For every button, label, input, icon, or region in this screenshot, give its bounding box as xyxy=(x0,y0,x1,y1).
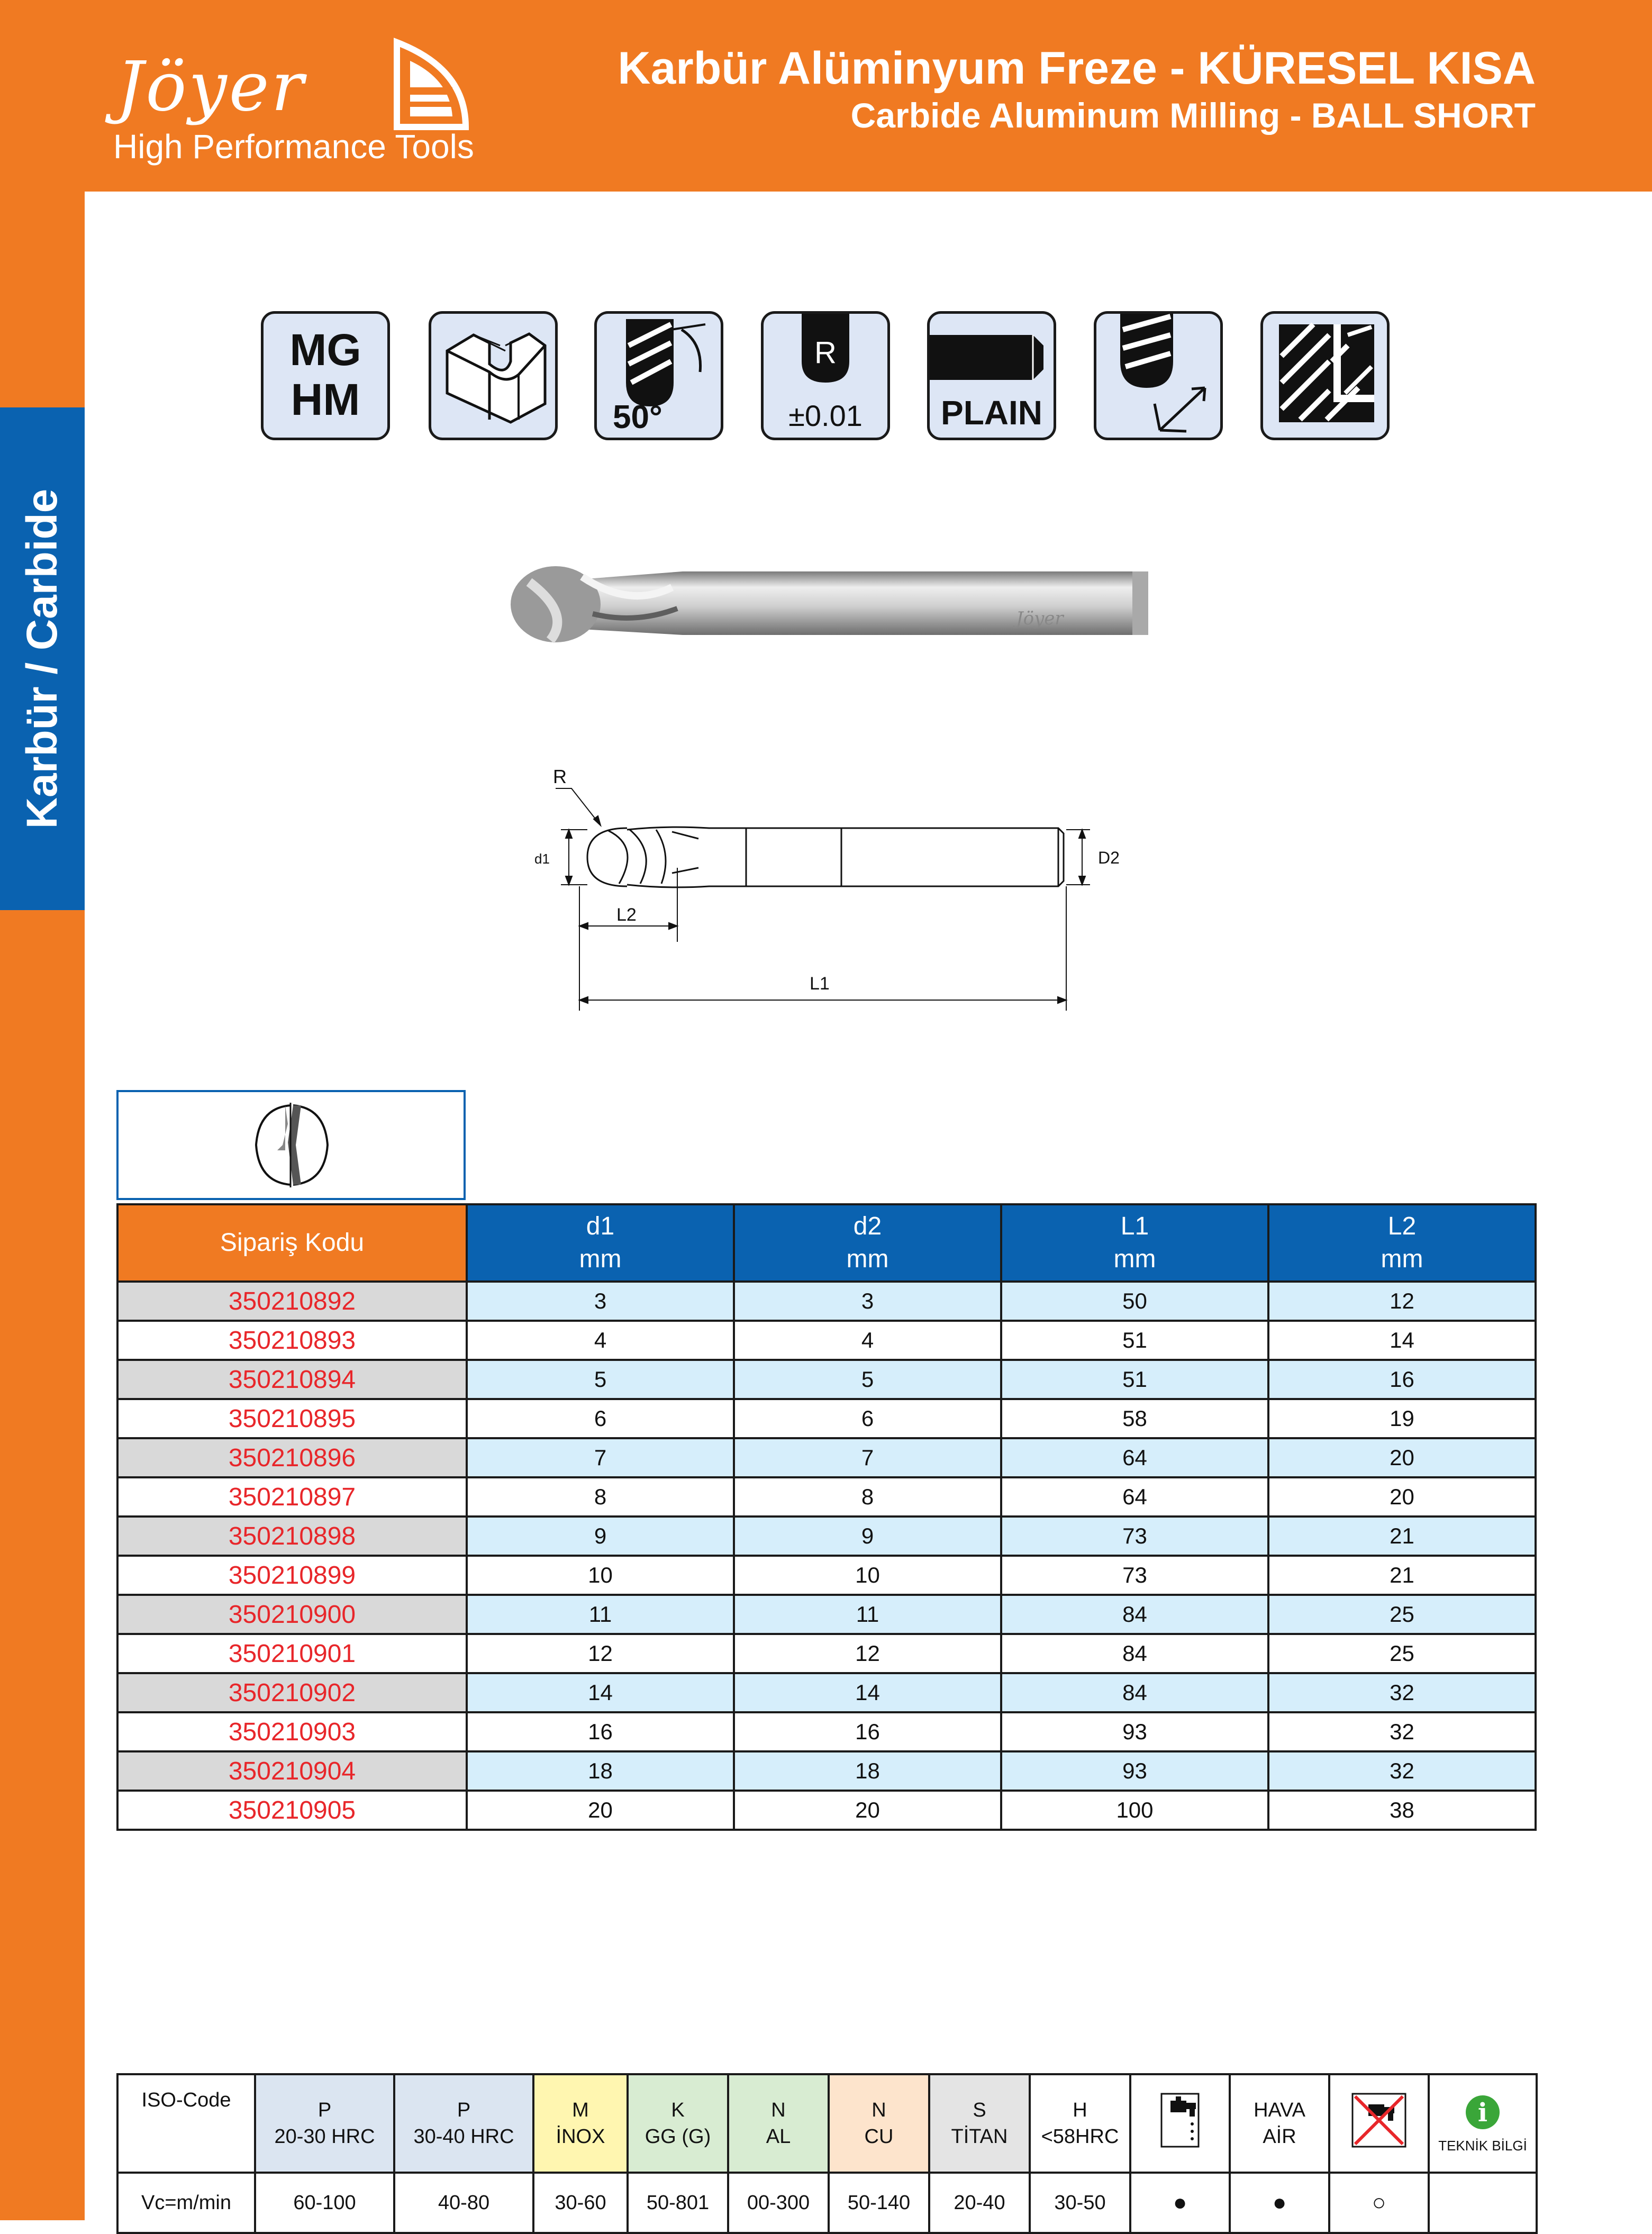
cell-d2: 12 xyxy=(734,1634,1001,1673)
cell-l2: 32 xyxy=(1268,1751,1536,1791)
cell-d1: 7 xyxy=(467,1438,734,1477)
cell-d1: 18 xyxy=(467,1751,734,1791)
cell-d2: 7 xyxy=(734,1438,1001,1477)
svg-text:Jöyer: Jöyer xyxy=(1016,608,1064,629)
iso-col-2-top: M xyxy=(572,2099,589,2121)
cell-l1: 100 xyxy=(1001,1791,1268,1830)
cell-l1: 58 xyxy=(1001,1399,1268,1438)
dry-cell xyxy=(1329,2074,1429,2173)
flute-section-box xyxy=(116,1090,466,1200)
cell-d1: 5 xyxy=(467,1360,734,1399)
table-row xyxy=(117,1477,1536,1516)
cell-d2: 11 xyxy=(734,1595,1001,1634)
cell-d1: 12 xyxy=(467,1634,734,1673)
iso-col-0 xyxy=(255,2074,394,2173)
header-l2-unit: mm xyxy=(1381,1245,1423,1273)
iso-col-1 xyxy=(394,2074,533,2173)
cell-d1: 11 xyxy=(467,1595,734,1634)
header-d1-unit: mm xyxy=(579,1245,622,1273)
table-row xyxy=(117,1673,1536,1712)
table-row xyxy=(117,1595,1536,1634)
iso-val-1: 40-80 xyxy=(394,2173,533,2233)
order-code-cell: 350210902 xyxy=(117,1673,467,1712)
order-code-cell: 350210905 xyxy=(117,1791,467,1830)
order-code-cell: 350210904 xyxy=(117,1751,467,1791)
cell-d2: 10 xyxy=(734,1556,1001,1595)
cell-l1: 73 xyxy=(1001,1516,1268,1556)
material-line1: MG xyxy=(289,325,361,375)
iso-col-5-top: N xyxy=(872,2099,886,2121)
iso-col-1-top: P xyxy=(457,2099,471,2121)
info-symbol: i xyxy=(1477,2097,1488,2128)
table-row xyxy=(117,1321,1536,1360)
cell-d2: 6 xyxy=(734,1399,1001,1438)
cell-d1: 9 xyxy=(467,1516,734,1556)
order-code-cell: 350210900 xyxy=(117,1595,467,1634)
cell-l2: 19 xyxy=(1268,1399,1536,1438)
table-row xyxy=(117,1751,1536,1791)
info-cell xyxy=(1429,2074,1537,2173)
radius-tolerance: ±0.01 xyxy=(788,399,863,432)
order-code-cell: 350210893 xyxy=(117,1321,467,1360)
radius-label: R xyxy=(814,335,837,370)
cell-l1: 64 xyxy=(1001,1438,1268,1477)
iso-col-5-bottom: CU xyxy=(864,2126,894,2148)
page-title: Karbür Alüminyum Freze - KÜRESEL KISA xyxy=(618,43,1536,94)
cell-d2: 3 xyxy=(734,1282,1001,1321)
header-d1 xyxy=(467,1204,734,1282)
workpiece-slot-icon xyxy=(429,311,558,440)
cell-l2: 32 xyxy=(1268,1673,1536,1712)
label-r: R xyxy=(553,767,567,787)
iso-col-4 xyxy=(728,2074,829,2173)
table-row xyxy=(117,1556,1536,1595)
material-icon xyxy=(261,311,390,440)
order-code-cell: 350210898 xyxy=(117,1516,467,1556)
iso-col-6-bottom: TİTAN xyxy=(951,2126,1008,2148)
cell-l2: 21 xyxy=(1268,1556,1536,1595)
iso-val-2: 30-60 xyxy=(533,2173,628,2233)
coolant-mark: ● xyxy=(1130,2173,1230,2233)
iso-val-6: 20-40 xyxy=(929,2173,1030,2233)
order-code-cell: 350210892 xyxy=(117,1282,467,1321)
label-d2: D2 xyxy=(1098,848,1120,867)
cell-d2: 4 xyxy=(734,1321,1001,1360)
multi-direction-icon xyxy=(1094,311,1223,440)
iso-col-2 xyxy=(533,2074,628,2173)
brand-logo-icon xyxy=(386,37,476,132)
cell-l2: 21 xyxy=(1268,1516,1536,1556)
air-bottom: AİR xyxy=(1263,2126,1296,2148)
order-code-cell: 350210897 xyxy=(117,1477,467,1516)
order-code-cell: 350210894 xyxy=(117,1360,467,1399)
cell-d1: 14 xyxy=(467,1673,734,1712)
cell-l2: 16 xyxy=(1268,1360,1536,1399)
cell-d2: 5 xyxy=(734,1360,1001,1399)
info-label: TEKNİK BİLGİ xyxy=(1438,2137,1527,2154)
cell-l2: 12 xyxy=(1268,1282,1536,1321)
iso-col-3-bottom: GG (G) xyxy=(645,2126,711,2148)
cell-l2: 38 xyxy=(1268,1791,1536,1830)
air-cell xyxy=(1230,2074,1329,2173)
cell-d2: 9 xyxy=(734,1516,1001,1556)
tool-photo xyxy=(497,550,1154,656)
table-row xyxy=(117,1360,1536,1399)
page-subtitle: Carbide Aluminum Milling - BALL SHORT xyxy=(850,96,1536,135)
info-empty xyxy=(1429,2173,1537,2233)
table-row xyxy=(117,1282,1536,1321)
cell-l2: 20 xyxy=(1268,1438,1536,1477)
cell-d1: 16 xyxy=(467,1712,734,1751)
cell-d2: 18 xyxy=(734,1751,1001,1791)
order-code-cell: 350210895 xyxy=(117,1399,467,1438)
header-l2 xyxy=(1268,1204,1536,1282)
table-row xyxy=(117,1791,1536,1830)
cell-l1: 51 xyxy=(1001,1360,1268,1399)
iso-col-2-bottom: İNOX xyxy=(556,2126,605,2148)
cell-l2: 32 xyxy=(1268,1712,1536,1751)
iso-col-6-top: S xyxy=(973,2099,986,2121)
brand xyxy=(111,37,482,175)
cell-d2: 14 xyxy=(734,1673,1001,1712)
no-coolant-icon xyxy=(1350,2091,1408,2149)
iso-col-4-bottom: AL xyxy=(766,2126,791,2148)
spec-table-header-row xyxy=(117,1204,1536,1282)
helix-angle-value: 50° xyxy=(613,399,662,435)
header-l1-unit: mm xyxy=(1113,1245,1156,1273)
side-category-label: Karbür / Carbide xyxy=(18,488,66,829)
technical-drawing xyxy=(497,767,1154,1021)
cell-l1: 93 xyxy=(1001,1712,1268,1751)
iso-value-row xyxy=(117,2173,1537,2233)
iso-table xyxy=(116,2073,1538,2234)
coolant-tap-icon xyxy=(1159,2091,1201,2149)
cell-l1: 51 xyxy=(1001,1321,1268,1360)
cell-d1: 3 xyxy=(467,1282,734,1321)
label-l2: L2 xyxy=(616,905,637,925)
coolant-cell xyxy=(1130,2074,1230,2173)
spec-table xyxy=(116,1203,1537,1831)
cell-l1: 84 xyxy=(1001,1634,1268,1673)
table-row xyxy=(117,1438,1536,1477)
header-order-code: Sipariş Kodu xyxy=(117,1204,467,1282)
cell-d1: 10 xyxy=(467,1556,734,1595)
iso-code-label: ISO-Code xyxy=(117,2074,255,2173)
brand-tagline: High Performance Tools xyxy=(113,128,474,166)
header-d2 xyxy=(734,1204,1001,1282)
iso-col-4-top: N xyxy=(771,2099,786,2121)
iso-val-5: 50-140 xyxy=(829,2173,929,2233)
iso-header-row xyxy=(117,2074,1537,2173)
info-icon xyxy=(1464,2094,1501,2131)
table-row xyxy=(117,1516,1536,1556)
material-line2: HM xyxy=(291,375,360,424)
cell-l1: 64 xyxy=(1001,1477,1268,1516)
cell-l1: 93 xyxy=(1001,1751,1268,1791)
brand-name: Jöyer xyxy=(116,48,306,126)
cell-d1: 6 xyxy=(467,1399,734,1438)
cell-l2: 20 xyxy=(1268,1477,1536,1516)
air-top: HAVA xyxy=(1254,2099,1305,2121)
cell-d1: 20 xyxy=(467,1791,734,1830)
header-d1-label: d1 xyxy=(586,1212,615,1240)
order-code-cell: 350210903 xyxy=(117,1712,467,1751)
page-header xyxy=(0,0,1652,192)
iso-col-7 xyxy=(1030,2074,1130,2173)
dry-mark: ○ xyxy=(1329,2173,1429,2233)
cell-l1: 84 xyxy=(1001,1673,1268,1712)
air-mark: ● xyxy=(1230,2173,1329,2233)
iso-val-3: 50-801 xyxy=(628,2173,728,2233)
order-code-cell: 350210896 xyxy=(117,1438,467,1477)
label-d1: d1 xyxy=(534,851,550,867)
cell-l1: 73 xyxy=(1001,1556,1268,1595)
helix-angle-icon xyxy=(594,311,723,440)
cell-d2: 20 xyxy=(734,1791,1001,1830)
shank-icon xyxy=(927,311,1056,440)
iso-col-0-bottom: 20-30 HRC xyxy=(274,2126,375,2148)
iso-val-4: 00-300 xyxy=(728,2173,829,2233)
cell-l2: 25 xyxy=(1268,1595,1536,1634)
iso-col-7-bottom: <58HRC xyxy=(1041,2126,1119,2148)
header-l1 xyxy=(1001,1204,1268,1282)
iso-val-7: 30-50 xyxy=(1030,2173,1130,2233)
order-code-cell: 350210901 xyxy=(117,1634,467,1673)
vc-label: Vc=m/min xyxy=(117,2173,255,2233)
iso-col-3 xyxy=(628,2074,728,2173)
two-flute-section-icon xyxy=(119,1092,464,1198)
iso-col-1-bottom: 30-40 HRC xyxy=(413,2126,514,2148)
cell-l1: 84 xyxy=(1001,1595,1268,1634)
label-l1: L1 xyxy=(810,974,830,994)
cell-d1: 8 xyxy=(467,1477,734,1516)
cell-l2: 14 xyxy=(1268,1321,1536,1360)
header-l2-label: L2 xyxy=(1387,1212,1417,1240)
iso-col-3-top: K xyxy=(671,2099,685,2121)
iso-col-7-top: H xyxy=(1073,2099,1087,2121)
cell-l1: 50 xyxy=(1001,1282,1268,1321)
iso-col-6 xyxy=(929,2074,1030,2173)
header-d2-label: d2 xyxy=(853,1212,882,1240)
cell-d2: 8 xyxy=(734,1477,1001,1516)
shank-type: PLAIN xyxy=(941,394,1042,432)
table-row xyxy=(117,1634,1536,1673)
order-code-cell: 350210899 xyxy=(117,1556,467,1595)
header-l1-label: L1 xyxy=(1120,1212,1149,1240)
table-row xyxy=(117,1712,1536,1751)
iso-val-0: 60-100 xyxy=(255,2173,394,2233)
cell-d2: 16 xyxy=(734,1712,1001,1751)
cell-d1: 4 xyxy=(467,1321,734,1360)
table-row xyxy=(117,1399,1536,1438)
cell-l2: 25 xyxy=(1268,1634,1536,1673)
iso-col-5 xyxy=(829,2074,929,2173)
header-d2-unit: mm xyxy=(846,1245,889,1273)
slotting-icon xyxy=(1260,311,1390,440)
iso-col-0-top: P xyxy=(317,2099,332,2121)
radius-tolerance-icon xyxy=(761,311,890,440)
